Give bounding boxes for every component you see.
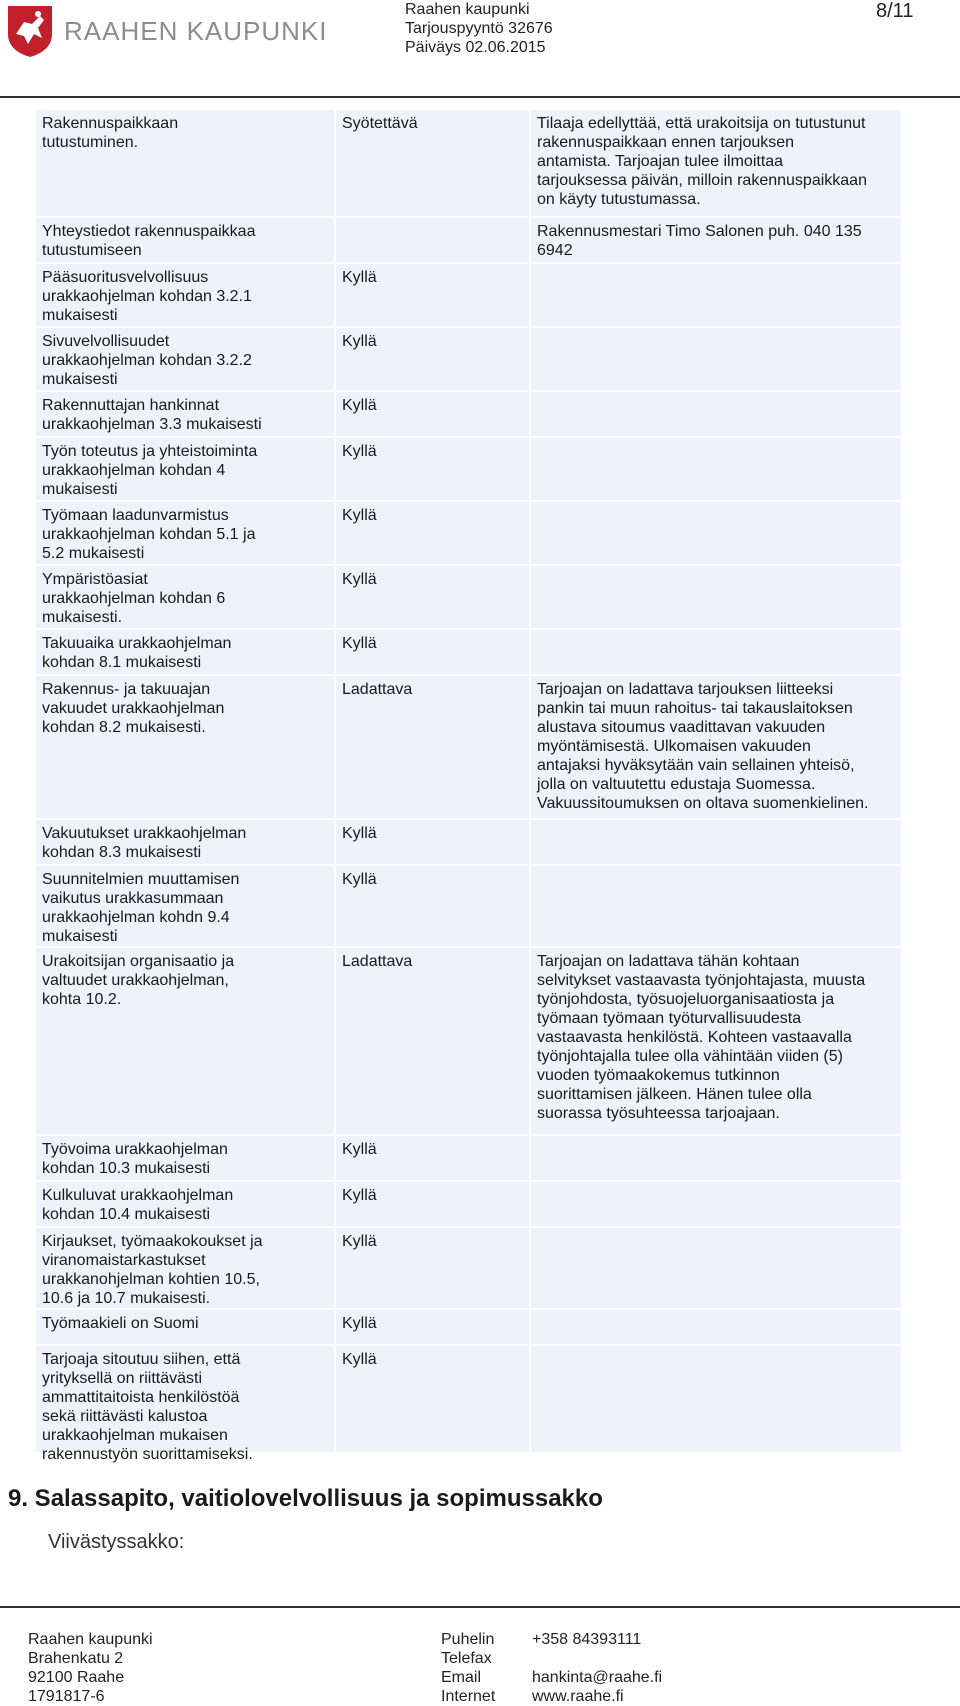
cell-line: urakkaohjelman kohdan 6 [42,590,226,607]
table-row [36,1310,901,1346]
description-cell [531,502,901,564]
requirement-cell [36,1346,334,1463]
cell-line: Työvoima urakkaohjelman [42,1141,228,1158]
footer-email: hankinta@raahe.fi [532,1669,663,1686]
footer-labels [441,1630,495,1706]
cell-line: antajaksi hyväksytään vain sellainen yhteisö, [537,757,855,774]
description-cell [531,1346,901,1452]
footer-line: Raahen kaupunki [28,1631,153,1648]
cell-line: vakuudet urakkaohjelman [42,700,225,717]
description-cell [531,948,901,1134]
requirement-cell [36,948,334,1134]
requirement-cell [36,218,334,262]
table-row [36,630,901,676]
description-cell [531,1136,901,1180]
table-row [36,218,901,264]
cell-line: Kyllä [342,333,377,350]
table-row [36,1182,901,1228]
cell-line: Kyllä [342,1351,377,1368]
table-row [36,502,901,566]
description-cell [531,1228,901,1308]
footer-label: Telefax [441,1650,492,1667]
requirement-cell [36,392,334,436]
cell-line: urakkaohjelman mukaisen [42,1427,228,1444]
footer-divider [0,1606,960,1608]
cell-line: tarjouksessa päivän, milloin rakennuspaikkaan [537,172,867,189]
table-row [36,866,901,948]
description-cell [531,1310,901,1344]
footer-values [532,1630,662,1706]
response-type-cell [336,392,529,436]
description-cell [531,820,901,864]
section-heading: 9. Salassapito, vaitiolovelvollisuus ja sopimussakko [8,1485,603,1512]
cell-line: kohdan 8.3 mukaisesti [42,844,202,861]
response-type-cell [336,1136,529,1180]
description-cell [531,218,901,262]
cell-line: urakkaohjelman kohdan 3.2.1 [42,288,252,305]
cell-line: antamista. Tarjoajan tulee ilmoittaa [537,153,784,170]
footer-label: Puhelin [441,1631,495,1648]
description-cell [531,110,901,216]
response-type-cell [336,1228,529,1308]
cell-line: vuoden työmaakokemus tutkinnon [537,1067,780,1084]
cell-line: Kulkuluvat urakkaohjelman [42,1187,234,1204]
cell-line: tutustumiseen [42,242,142,259]
cell-line: Rakennusmestari Timo Salonen puh. 040 135 [537,223,862,240]
header-org: Raahen kaupunki [405,1,530,18]
cell-line: mukaisesti [42,928,118,945]
header-date: Päiväys 02.06.2015 [405,39,546,56]
cell-line: pankin tai muun rahoitus- tai takauslaitoksen [537,700,853,717]
requirement-cell [36,676,334,818]
cell-line: mukaisesti [42,371,118,388]
requirement-cell [36,866,334,946]
cell-line: myöntämisestä. Ulkomaisen vakuuden [537,738,811,755]
table-row [36,1346,901,1463]
response-type-cell [336,676,529,818]
cell-line: Tilaaja edellyttää, että urakoitsija on tutustunut [537,115,866,132]
cell-line: Suunnitelmien muuttamisen [42,871,240,888]
response-type-cell [336,264,529,326]
requirement-cell [36,566,334,628]
cell-line: 10.6 ja 10.7 mukaisesti. [42,1290,211,1307]
cell-line: kohta 10.2. [42,991,122,1008]
cell-line: Kyllä [342,269,377,286]
cell-line: vaikutus urakkasummaan [42,890,224,907]
cell-line: Vakuutukset urakkaohjelman [42,825,247,842]
cell-line: Ladattava [342,681,413,698]
response-type-cell [336,110,529,216]
description-cell [531,264,901,326]
cell-line: kohdan 10.4 mukaisesti [42,1206,211,1223]
cell-line: viranomaistarkastukset [42,1252,206,1269]
cell-line: urakkanohjelman kohtien 10.5, [42,1271,260,1288]
cell-line: ammattitaitoista henkilöstöä [42,1389,240,1406]
cell-line: Syötettävä [342,115,418,132]
table-row [36,820,901,866]
description-cell [531,328,901,390]
table-row [36,110,901,218]
cell-line: Rakennuttajan hankinnat [42,397,220,414]
requirement-cell [36,1136,334,1180]
response-type-cell [336,328,529,390]
cell-line: Kyllä [342,1233,377,1250]
cell-line: Tarjoajan on ladattava tarjouksen liitteeksi [537,681,834,698]
footer-label: Internet [441,1688,496,1705]
response-type-cell [336,218,529,262]
cell-line: alustava sitoumus vaadittavan vakuuden [537,719,826,736]
cell-line: Kyllä [342,871,377,888]
table-row [36,676,901,820]
cell-line: Kyllä [342,571,377,588]
cell-line: Yhteystiedot rakennuspaikkaa [42,223,256,240]
footer-label: Email [441,1669,482,1686]
table-row [36,1136,901,1182]
response-type-cell [336,1182,529,1226]
cell-line: Työn toteutus ja yhteistoiminta [42,443,258,460]
cell-line: Kirjaukset, työmaakokoukset ja [42,1233,263,1250]
cell-line: urakkaohjelman kohdan 5.1 ja [42,526,256,543]
table-row [36,566,901,630]
cell-line: Kyllä [342,397,377,414]
table-row [36,392,901,438]
cell-line: mukaisesti. [42,609,123,626]
response-type-cell [336,948,529,1134]
table-row [36,264,901,328]
cell-line: Kyllä [342,507,377,524]
response-type-cell [336,502,529,564]
requirement-cell [36,1310,334,1344]
cell-line: on käyty tutustumassa. [537,191,701,208]
response-type-cell [336,1346,529,1452]
cell-line: Sivuvelvollisuudet [42,333,170,350]
requirement-cell [36,502,334,564]
header-doc: Tarjouspyyntö 32676 [405,20,553,37]
cell-line: Kyllä [342,1141,377,1158]
cell-line: työnjohtajalla tulee olla vähintään viiden (5) [537,1048,843,1065]
footer-address [28,1630,153,1706]
description-cell [531,676,901,818]
response-type-cell [336,566,529,628]
cell-line: Kyllä [342,443,377,460]
cell-line: 6942 [537,242,573,259]
table-row [36,948,901,1136]
footer-fax [532,1649,662,1668]
requirement-cell [36,264,334,326]
cell-line: Urakoitsijan organisaatio ja [42,953,235,970]
header-divider [0,96,960,98]
cell-line: Kyllä [342,635,377,652]
response-type-cell [336,630,529,674]
description-cell [531,438,901,500]
cell-line: työnjohdosta, työsuojeluorganisaatiosta ja [537,991,835,1008]
requirement-cell [36,328,334,390]
response-type-cell [336,866,529,946]
cell-line: Ympäristöasiat [42,571,148,588]
cell-line: rakennuspaikkaan ennen tarjouksen [537,134,795,151]
cell-line: Kyllä [342,1315,377,1332]
response-type-cell [336,1310,529,1344]
cell-line: mukaisesti [42,307,118,324]
cell-line: Takuuaika urakkaohjelman [42,635,232,652]
cell-line: kohdan 10.3 mukaisesti [42,1160,211,1177]
table-row [36,1228,901,1310]
cell-line: sekä riittävästi kalustoa [42,1408,208,1425]
footer-line: Brahenkatu 2 [28,1650,124,1667]
description-cell [531,1182,901,1226]
cell-line: urakkaohjelman kohdan 4 [42,462,226,479]
cell-line: Kyllä [342,825,377,842]
subheading: Viivästyssakko: [48,1531,185,1553]
cell-line: Rakennuspaikkaan [42,115,179,132]
cell-line: selvitykset vastaavasta työnjohtajasta, muusta [537,972,866,989]
response-type-cell [336,438,529,500]
cell-line: vastaavasta henkilöstä. Kohteen vastaavalla [537,1029,852,1046]
footer-line: 1791817-6 [28,1688,105,1705]
footer-phone: +358 84393111 [532,1631,642,1648]
requirement-cell [36,630,334,674]
cell-line: 5.2 mukaisesti [42,545,145,562]
footer-line: 92100 Raahe [28,1669,125,1686]
description-cell [531,866,901,946]
cell-line: Pääsuoritusvelvollisuus [42,269,209,286]
cell-line: Rakennus- ja takuuajan [42,681,211,698]
cell-line: valtuudet urakkaohjelman, [42,972,229,989]
response-type-cell [336,820,529,864]
cell-line: urakkaohjelman kohdan 3.2.2 [42,352,252,369]
cell-line: mukaisesti [42,481,118,498]
header-info [405,0,553,57]
cell-line: yrityksellä on riittävästi [42,1370,203,1387]
requirements-table [36,110,901,1463]
cell-line: jolla on valtuutettu edustaja Suomessa. [537,776,816,793]
cell-line: Työmaan laadunvarmistus [42,507,229,524]
requirement-cell [36,438,334,500]
requirement-cell [36,110,334,216]
cell-line: urakkaohjelman 3.3 mukaisesti [42,416,262,433]
description-cell [531,392,901,436]
brand-name: RAAHEN KAUPUNKI [64,16,328,46]
cell-line: rakennustyön suorittamiseksi. [42,1446,253,1463]
cell-line: Tarjoajan on ladattava tähän kohtaan [537,953,800,970]
cell-line: Työmaakieli on Suomi [42,1315,199,1332]
city-crest-logo [6,4,54,58]
cell-line: Ladattava [342,953,413,970]
cell-line: urakkaohjelman kohdn 9.4 [42,909,230,926]
requirement-cell [36,1182,334,1226]
cell-line: kohdan 8.1 mukaisesti [42,654,202,671]
requirement-cell [36,1228,334,1308]
description-cell [531,630,901,674]
cell-line: kohdan 8.2 mukaisesti. [42,719,206,736]
cell-line: Vakuussitoumuksen on oltava suomenkielinen. [537,795,869,812]
cell-line: suorassa työsuhteessa tarjoajaan. [537,1105,780,1122]
description-cell [531,566,901,628]
cell-line: Tarjoaja sitoutuu siihen, että [42,1351,241,1368]
requirement-cell [36,820,334,864]
cell-line: työmaan työmaan työturvallisuudesta [537,1010,802,1027]
table-row [36,438,901,502]
table-row [36,328,901,392]
cell-line: suorittamisen jälkeen. Hänen tulee olla [537,1086,812,1103]
page-number: 8/11 [876,0,914,22]
cell-line: tutustuminen. [42,134,139,151]
footer-website: www.raahe.fi [532,1688,624,1705]
cell-line: Kyllä [342,1187,377,1204]
